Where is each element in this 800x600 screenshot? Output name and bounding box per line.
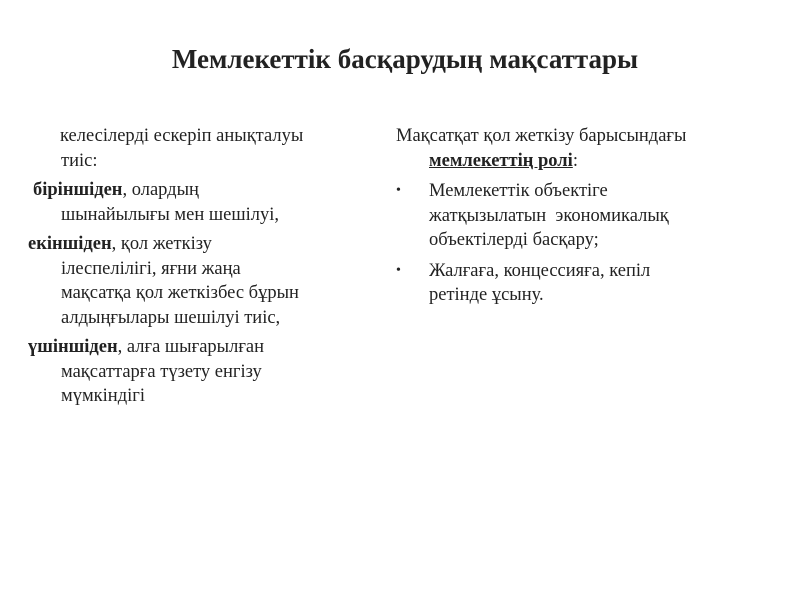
text-line: жатқызылатын экономикалық <box>429 205 669 226</box>
bullet-item <box>396 179 796 253</box>
bold-lead: біріншіден <box>33 180 123 200</box>
left-column <box>28 124 388 414</box>
text-line: шынайылығы мен шешілуі, <box>61 204 279 225</box>
text-line: мақсаттарға түзету енгізу <box>61 361 262 382</box>
text-line: , алға шығарылған <box>117 337 265 357</box>
right-column <box>396 124 796 308</box>
bold-lead: екіншіден <box>28 234 112 254</box>
slide-title: Мемлекеттік басқарудың мақсаттары <box>171 44 639 74</box>
bullet-icon: • <box>396 183 401 198</box>
text-line: Мақсатқат қол жеткізу барысындағы <box>396 126 687 146</box>
text-line: келесілерді ескеріп анықталуы <box>60 126 304 146</box>
text-line: Жалғаға, концессияға, кепіл <box>429 260 651 281</box>
list-item-first <box>28 178 388 227</box>
intro-paragraph <box>396 124 796 173</box>
text-line: объектілерді басқару; <box>429 230 599 250</box>
text-line: , олардың <box>122 180 199 200</box>
text-line: , қол жеткізу <box>111 234 212 254</box>
text-line: тиіс: <box>61 150 98 171</box>
bullet-item <box>396 259 796 308</box>
list-item-third <box>28 335 388 409</box>
intro-paragraph <box>28 124 388 173</box>
text-line: ілеспелілігі, яғни жаңа <box>61 258 241 279</box>
list-item-second <box>28 232 388 330</box>
text-line: ретінде ұсыну. <box>429 285 544 305</box>
text-line: мүмкіндігі <box>61 386 145 406</box>
underlined-term: мемлекеттің ролі <box>429 150 573 171</box>
text-line: мақсатқа қол жеткізбес бұрын <box>61 283 299 303</box>
bullet-icon: • <box>396 262 401 278</box>
bold-lead: үшіншіден <box>28 337 118 357</box>
text-line: алдыңғылары шешілуі тиіс, <box>61 307 281 328</box>
colon: : <box>572 150 578 171</box>
text-line: Мемлекеттік объектіге <box>429 181 608 201</box>
